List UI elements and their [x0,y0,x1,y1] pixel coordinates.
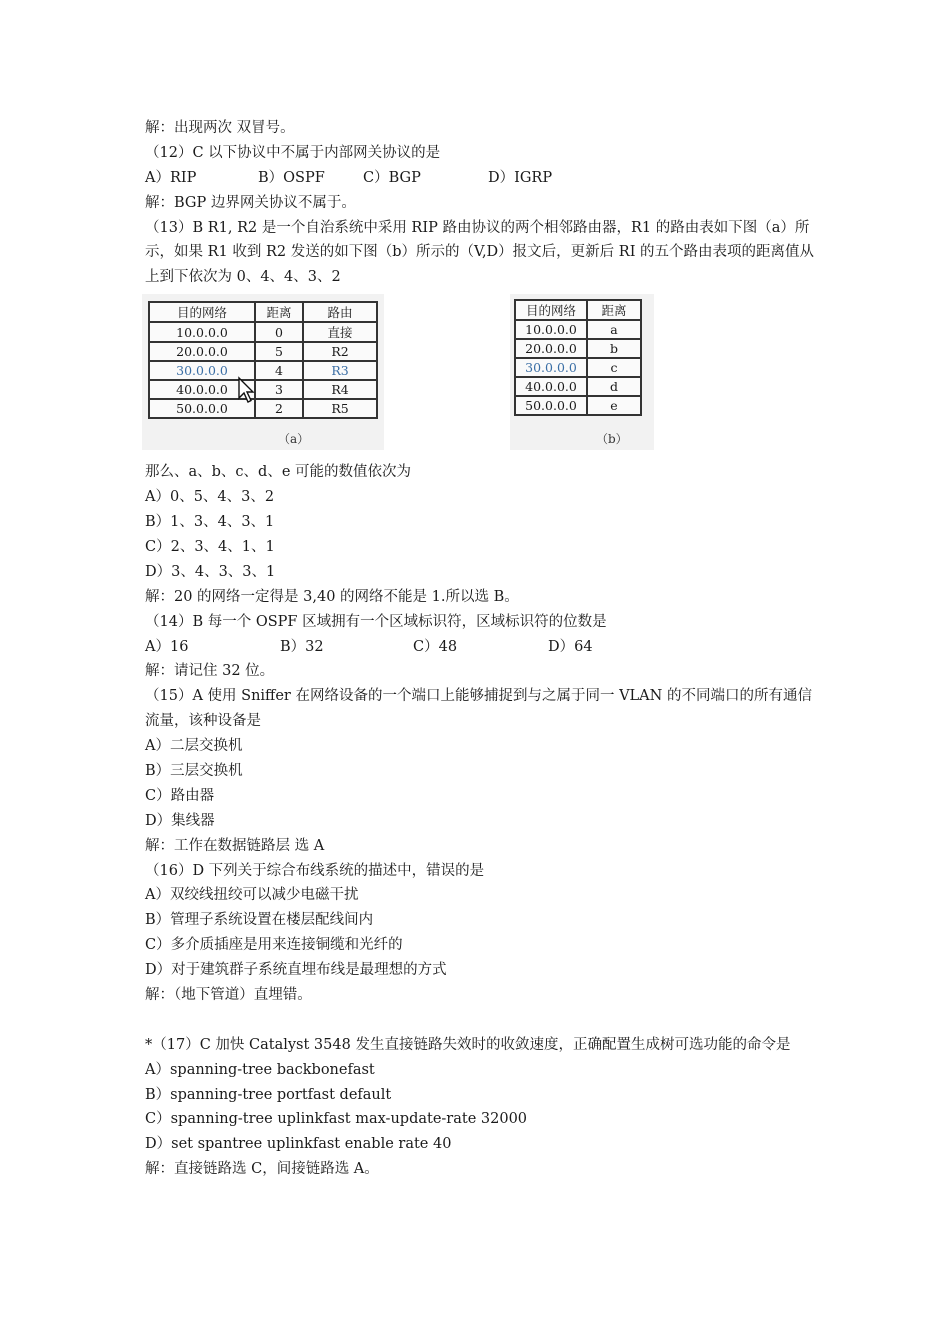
table-header-row [149,302,377,322]
q16-option-d: D）对于建筑群子系统直埋布线是最理想的方式 [145,962,447,979]
document-page [145,116,815,1182]
blank-line [145,1008,815,1033]
table-row [149,399,377,418]
routing-table-b [514,299,642,416]
table-row [515,358,641,377]
q13-option-c: C）2、3、4、1、1 [145,538,275,555]
header-cell: 距离 [587,300,641,320]
table-cell: 40.0.0.0 [149,380,255,399]
figure-b-caption: （b） [596,432,628,447]
q17-answer: 解：直接链路选 C，间接链路选 A。 [145,1161,379,1178]
table-cell: R4 [303,380,377,399]
q13-option-b: B）1、3、4、3、1 [145,514,275,531]
table-cell: 10.0.0.0 [149,322,255,342]
q13-option-a: A）0、5、4、3、2 [145,489,275,506]
q13-option-d: D）3、4、3、3、1 [145,563,276,580]
q12-option-d: D）IGRP [488,169,553,186]
q15-answer: 解：工作在数据链路层 选 A [145,837,325,854]
table-cell: 5 [255,342,303,361]
table-cell: 30.0.0.0 [515,358,587,377]
table-row [515,377,641,396]
q17-option-a: A）spanning-tree backbonefast [145,1061,375,1078]
table-cell: b [587,339,641,358]
table-cell: 20.0.0.0 [515,339,587,358]
table-cell: 20.0.0.0 [149,342,255,361]
q16-answer: 解：（地下管道）直埋错。 [145,987,312,1004]
header-cell: 距离 [255,302,303,322]
table-cell: 2 [255,399,303,418]
q12-option-b: B）OSPF [258,169,325,186]
header-cell: 路由 [303,302,377,322]
question-12: （12）C 以下协议中不属于内部网关协议的是 [145,144,441,161]
mouse-cursor-icon [237,376,255,404]
q13-answer: 解：20 的网络一定得是 3,40 的网络不能是 1.所以选 B。 [145,588,519,605]
q14-options [145,635,815,660]
table-row [515,339,641,358]
question-13: （13）B R1, R2 是一个自治系统中采用 RIP 路由协议的两个相邻路由器，R1 的路由表如下图（a）所示，如果 R1 收到 R2 发送的如下图（b）所示的（V,D）报文后，更新后 RI 的五个路由表项的距离值从上到下依次为 0、4、4、3、2 [145,219,815,286]
table-cell: R5 [303,399,377,418]
table-cell: R3 [303,361,377,380]
q13-prompt: 那么、a、b、c、d、e 可能的数值依次为 [145,464,412,481]
table-cell: 50.0.0.0 [515,396,587,415]
q15-option-c: C）路由器 [145,787,215,804]
q14-option-b: B）32 [280,638,324,655]
table-header-row [515,300,641,320]
figure-a-caption: （a） [278,432,310,447]
question-16: （16）D 下列关于综合布线系统的描述中，错误的是 [145,862,485,879]
table-row [515,396,641,415]
table-row [515,320,641,339]
table-row [149,322,377,342]
figure-b [510,294,654,450]
q17-option-b: B）spanning-tree portfast default [145,1086,392,1103]
table-cell: 0 [255,322,303,342]
q15-option-a: A）二层交换机 [145,738,243,755]
table-cell: 4 [255,361,303,380]
q12-answer: 解：BGP 边界网关协议不属于。 [145,194,356,211]
q12-option-a: A）RIP [145,169,197,186]
table-cell: d [587,377,641,396]
table-cell: R2 [303,342,377,361]
table-row [149,342,377,361]
table-cell: 40.0.0.0 [515,377,587,396]
q17-option-c: C）spanning-tree uplinkfast max-update-rate 32000 [145,1111,528,1128]
question-17: *（17）C 加快 Catalyst 3548 发生直接链路失效时的收敛速度，正确配置生成树可选功能的命令是 [145,1036,791,1053]
table-cell: c [587,358,641,377]
q14-option-d: D）64 [548,638,593,655]
q16-option-b: B）管理子系统设置在楼层配线间内 [145,912,374,929]
table-row [149,361,377,380]
table-cell: 50.0.0.0 [149,399,255,418]
routing-table-figures [142,294,815,454]
q12-options [145,166,815,191]
q12-option-c: C）BGP [363,169,421,186]
table-cell: e [587,396,641,415]
q14-option-c: C）48 [413,638,458,655]
figure-a [142,294,384,450]
table-cell: 10.0.0.0 [515,320,587,339]
routing-table-a [148,301,378,419]
question-15: （15）A 使用 Sniffer 在网络设备的一个端口上能够捕捉到与之属于同一 VLAN 的不同端口的所有通信流量，该种设备是 [145,688,812,730]
question-14: （14）B 每一个 OSPF 区域拥有一个区域标识符，区域标识符的位数是 [145,613,607,630]
q16-option-a: A）双绞线扭绞可以减少电磁干扰 [145,887,359,904]
answer-line: 解：出现两次 双冒号。 [145,120,295,136]
q14-option-a: A）16 [145,638,189,655]
q15-option-b: B）三层交换机 [145,763,243,779]
table-row [149,380,377,399]
table-cell: a [587,320,641,339]
header-cell: 目的网络 [149,302,255,322]
header-cell: 目的网络 [515,300,587,320]
q17-option-d: D）set spantree uplinkfast enable rate 40 [145,1136,452,1153]
q14-answer: 解：请记住 32 位。 [145,663,275,680]
q15-option-d: D）集线器 [145,812,215,829]
q16-option-c: C）多介质插座是用来连接铜缆和光纤的 [145,937,403,954]
table-cell: 3 [255,380,303,399]
table-cell: 直接 [303,322,377,342]
table-cell: 30.0.0.0 [149,361,255,380]
